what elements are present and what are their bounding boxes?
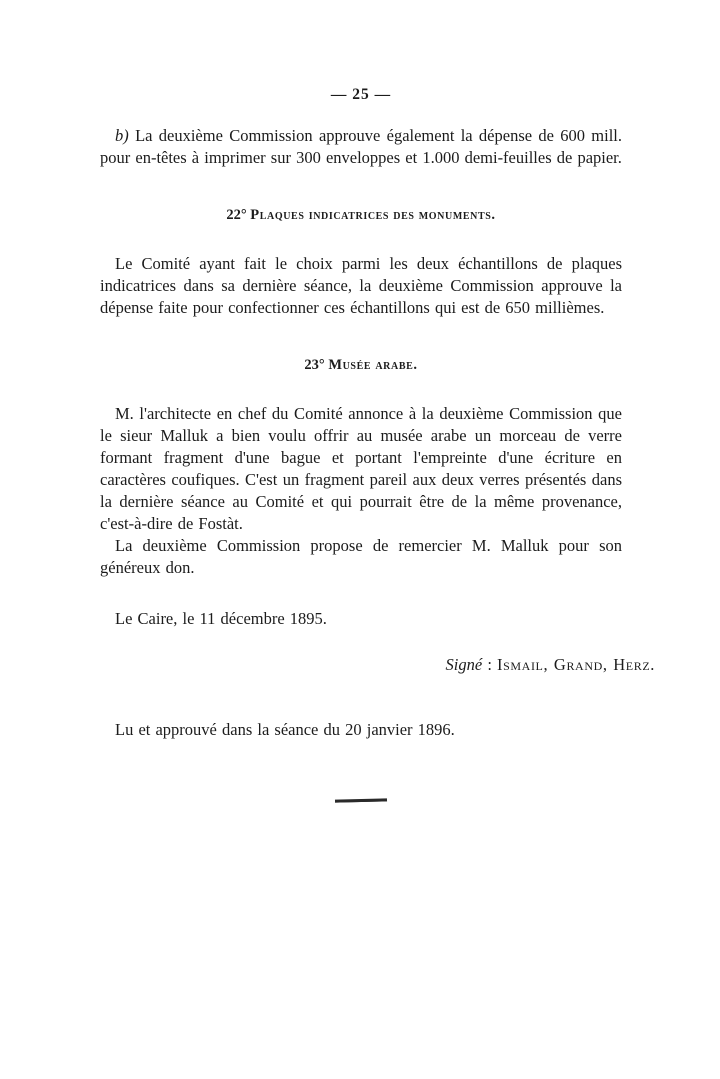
section-23-heading <box>100 356 622 374</box>
signature-separator: : <box>482 655 498 674</box>
section-22-paragraph: Le Comité ayant fait le choix parmi les deux échantillons de plaques indicatrices dans sa dernière séance, la deuxième Commission approuve la dépense faite pour confectionner ces échantillons qui est de 650 millièmes. <box>100 254 622 317</box>
section-22-heading-title: Plaques indicatrices des monuments. <box>250 207 496 223</box>
end-rule-divider <box>335 798 387 802</box>
signature-label: Signé <box>445 655 483 674</box>
section-22-heading-number: 22° <box>226 207 247 223</box>
section-23-paragraph-1: M. l'architecte en chef du Comité annonce à la deuxième Commission que le sieur Malluk a bien voulu offrir au musée arabe un morceau de verre formant fragment d'une bague et portant l'empreinte d'une écriture en caractères coufiques. C'est un fragment pareil aux deux verres présentés dans la dernière séance au Comité et qui pourrait être de la même provenance, c'est-à-dire de Fostàt. <box>100 404 622 533</box>
paragraph-b-lead: b) <box>115 126 129 145</box>
approval-line: Lu et approuvé dans la séance du 20 janvier 1896. <box>115 720 455 739</box>
page-number: — 25 — <box>330 86 392 103</box>
signature-names: Ismail, Grand, Herz. <box>497 655 655 674</box>
paragraph-b-text: La deuxième Commission approuve également la dépense de 600 mill. pour en-têtes à imprimer sur 300 enveloppes et 1.000 demi-feuilles de papier. <box>100 126 623 167</box>
section-23-heading-title: Musée arabe. <box>328 357 418 373</box>
section-23-paragraph-2: La deuxième Commission propose de remercier M. Malluk pour son généreux don. <box>100 536 622 577</box>
section-22-heading <box>100 206 622 224</box>
paragraph-b <box>100 125 622 169</box>
section-23-heading-number: 23° <box>304 357 325 373</box>
dateline: Le Caire, le 11 décembre 1895. <box>115 609 327 628</box>
signature-line <box>100 654 655 676</box>
